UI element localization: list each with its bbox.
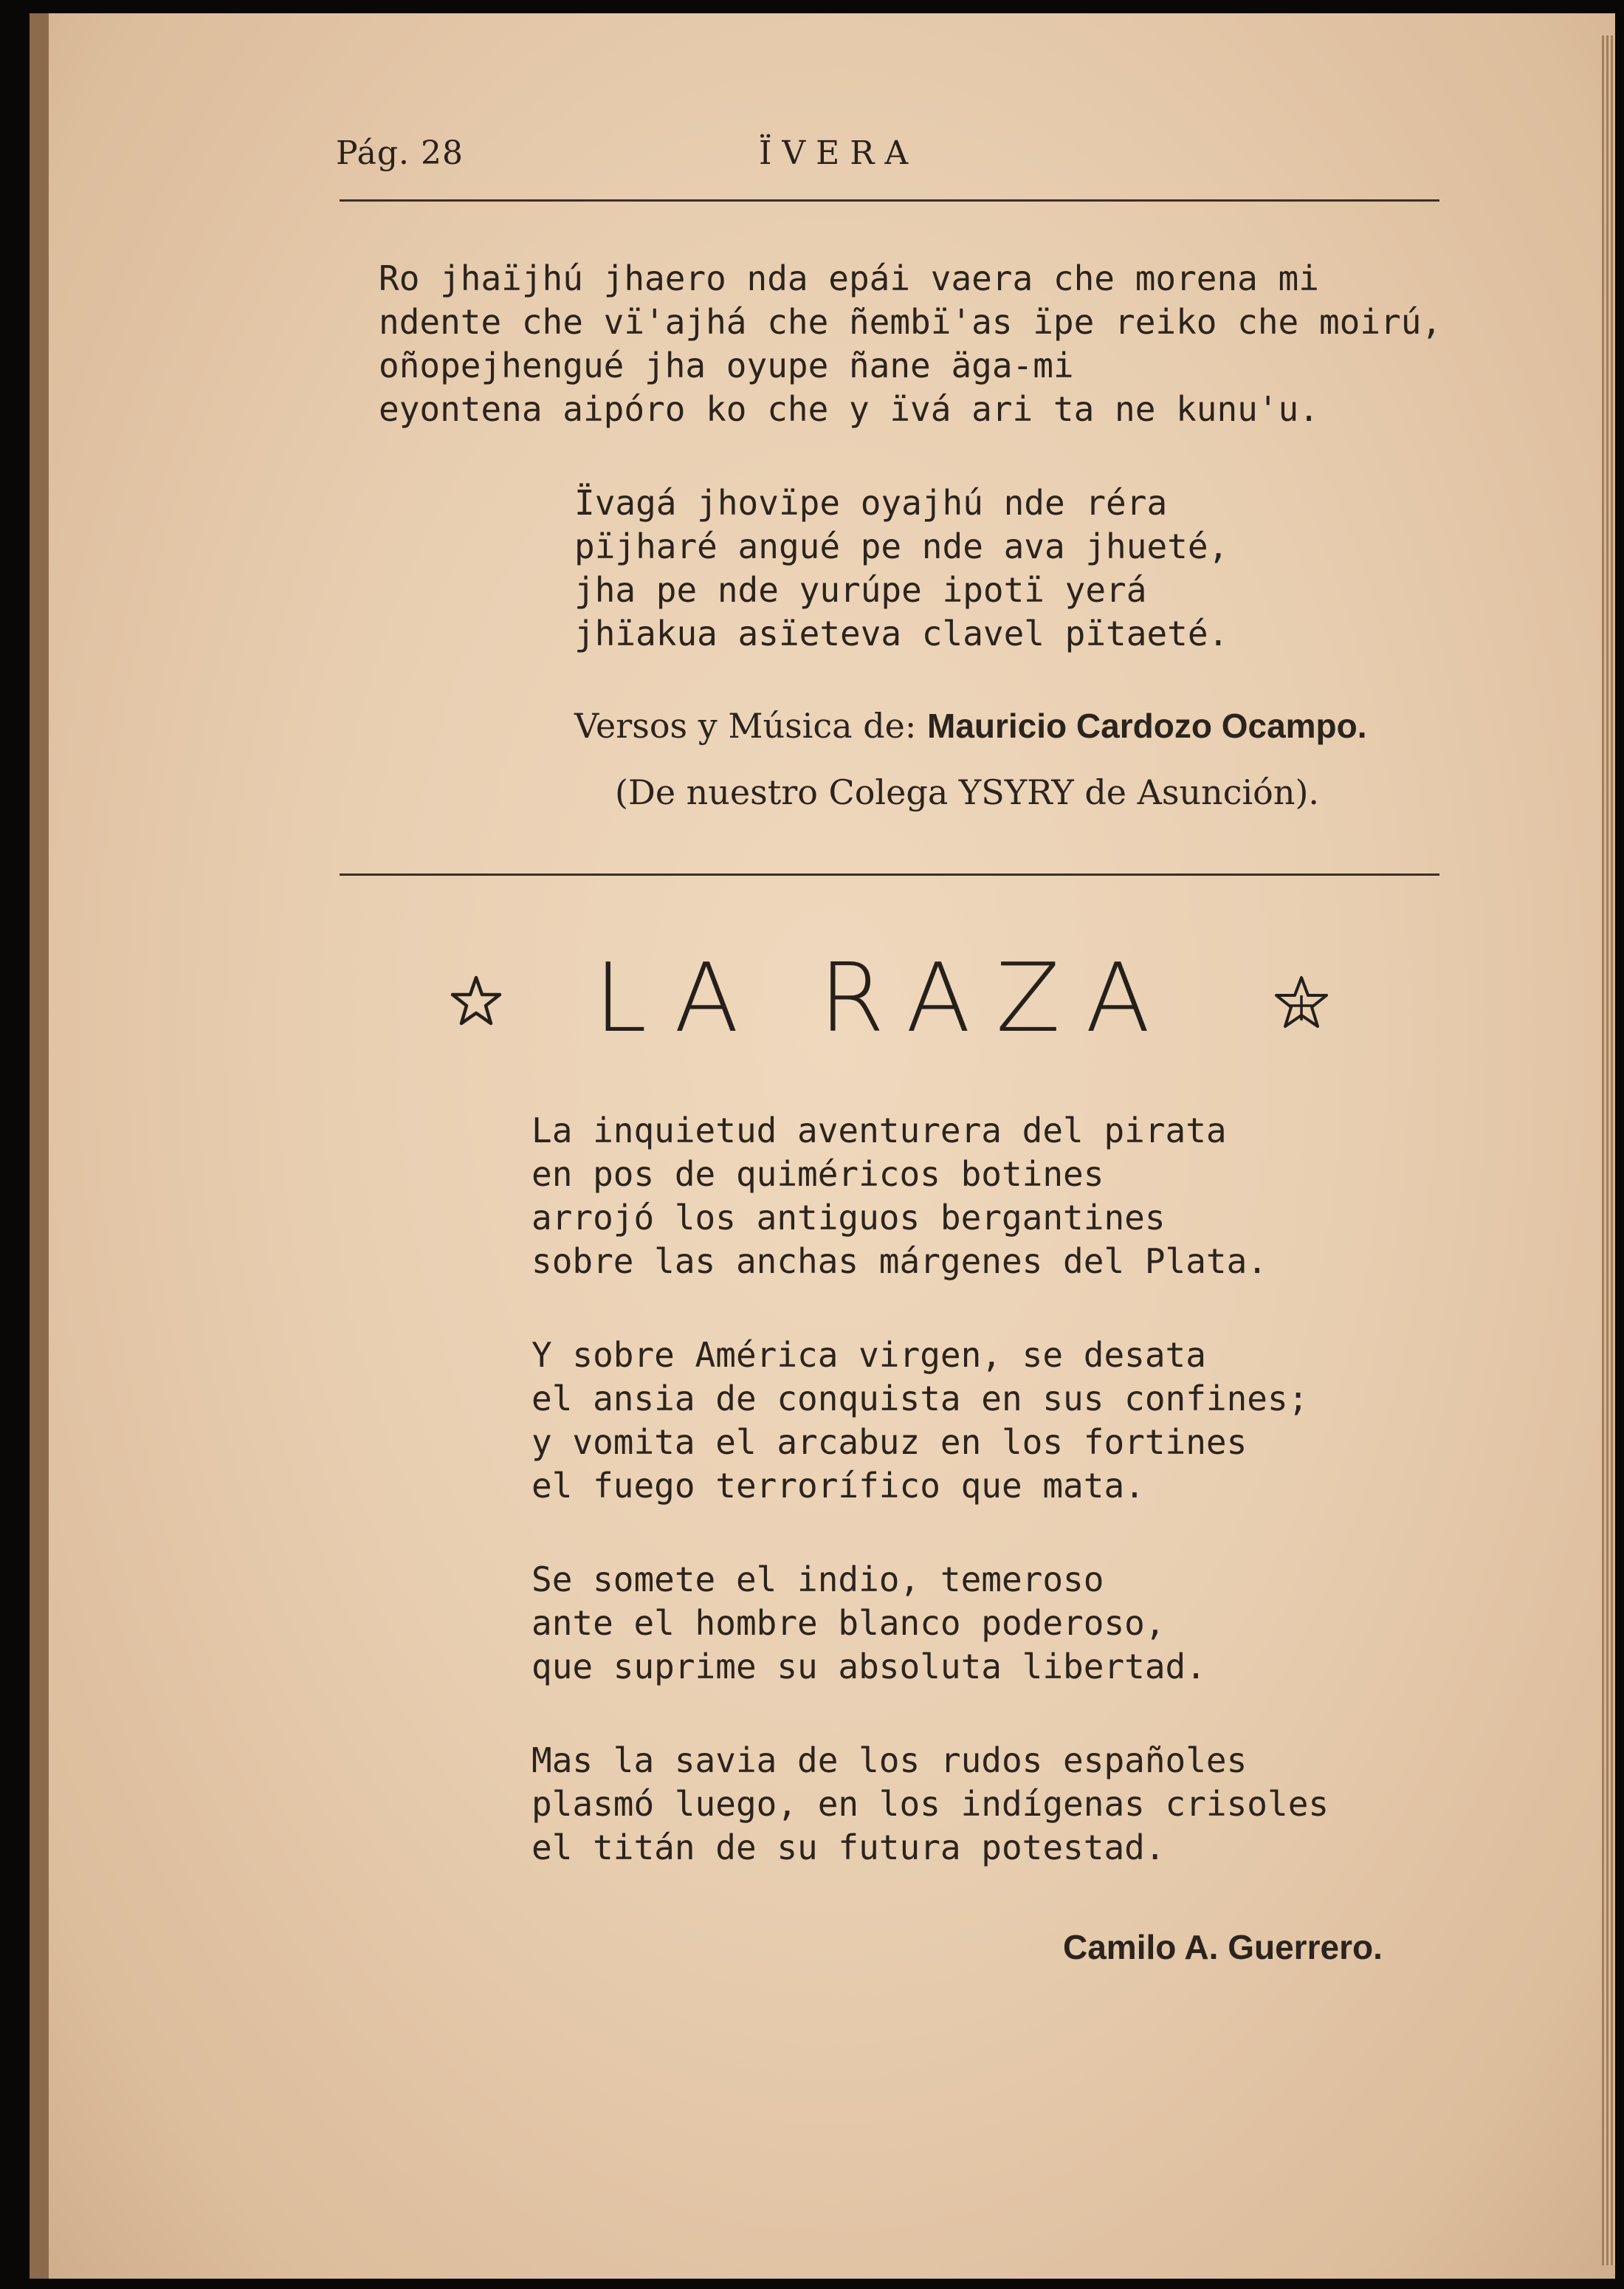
poem-stanza-3 bbox=[531, 1558, 1206, 1689]
source-note: (De nuestro Colega YSYRY de Asunción). bbox=[615, 772, 1320, 812]
poem-stanza-1-line-3: arrojó los antiguos bergantines bbox=[531, 1198, 1166, 1238]
song-stanza-2-line-3: jha pe nde yurúpe ipotï yerá bbox=[574, 570, 1147, 610]
poem-stanza-2-line-4: el fuego terrorífico que mata. bbox=[531, 1466, 1145, 1506]
poem-stanza-2-line-2: el ansia de conquista en sus confines; bbox=[531, 1379, 1309, 1418]
poem-heading bbox=[447, 943, 1332, 1054]
poem-stanza-2-line-1: Y sobre América virgen, se desata bbox=[531, 1335, 1206, 1375]
song-stanza-1-line-2: ndente che vï'ajhá che ñembï'as ïpe reiko che moirú, bbox=[379, 302, 1442, 342]
poem-stanza-2-line-3: y vomita el arcabuz en los fortines bbox=[531, 1422, 1248, 1462]
poem-title: LA RAZA bbox=[594, 943, 1176, 1054]
song-stanza-1-line-3: oñopejhengué jha oyupe ñane äga-mi bbox=[379, 346, 1074, 385]
poem-stanza-3-line-3: que suprime su absoluta libertad. bbox=[531, 1647, 1206, 1686]
poem-stanza-1-line-2: en pos de quiméricos botines bbox=[531, 1154, 1104, 1194]
song-stanza-2-line-1: Ïvagá jhovïpe oyajhú nde réra bbox=[574, 483, 1168, 523]
credit-author: Mauricio Cardozo Ocampo. bbox=[927, 707, 1367, 745]
poem-stanza-4-line-1: Mas la savia de los rudos españoles bbox=[531, 1740, 1248, 1780]
poem-stanza-4-line-2: plasmó luego, en los indígenas crisoles bbox=[531, 1784, 1329, 1824]
song-credit bbox=[574, 706, 1367, 746]
poem-author: Camilo A. Guerrero. bbox=[1063, 1928, 1383, 1966]
poem-stanza-1-line-4: sobre las anchas márgenes del Plata. bbox=[531, 1241, 1267, 1281]
song-stanza-2-line-4: jhïakua asïeteva clavel pïtaeté. bbox=[574, 614, 1229, 653]
poem-stanza-2 bbox=[531, 1334, 1308, 1508]
section-rule bbox=[340, 874, 1439, 876]
ornamental-star-icon bbox=[1268, 971, 1335, 1037]
poem-stanza-3-line-2: ante el hombre blanco poderoso, bbox=[531, 1603, 1166, 1643]
credit-prefix: Versos y Música de: bbox=[574, 706, 917, 746]
publication-title: ÏVERA bbox=[759, 134, 919, 172]
poem-stanza-1 bbox=[531, 1109, 1267, 1283]
song-stanza-2-line-2: pïjharé angué pe nde ava jhueté, bbox=[574, 526, 1229, 566]
poem-stanza-4 bbox=[531, 1739, 1329, 1870]
poem-stanza-1-line-1: La inquietud aventurera del pirata bbox=[531, 1111, 1227, 1150]
song-stanza-2 bbox=[574, 481, 1228, 656]
song-stanza-1 bbox=[379, 257, 1442, 431]
page-number: Pág. 28 bbox=[336, 134, 464, 172]
page-stack-edge bbox=[1602, 35, 1615, 2265]
poem-stanza-3-line-1: Se somete el indio, temeroso bbox=[531, 1559, 1104, 1599]
song-stanza-1-line-1: Ro jhaïjhú jhaero nda epái vaera che morena mi bbox=[379, 258, 1319, 298]
song-stanza-1-line-4: eyontena aipóro ko che y ïvá ari ta ne kunu'u. bbox=[379, 389, 1319, 429]
header-rule bbox=[340, 199, 1439, 202]
poem-stanza-4-line-3: el titán de su futura potestad. bbox=[531, 1828, 1166, 1867]
